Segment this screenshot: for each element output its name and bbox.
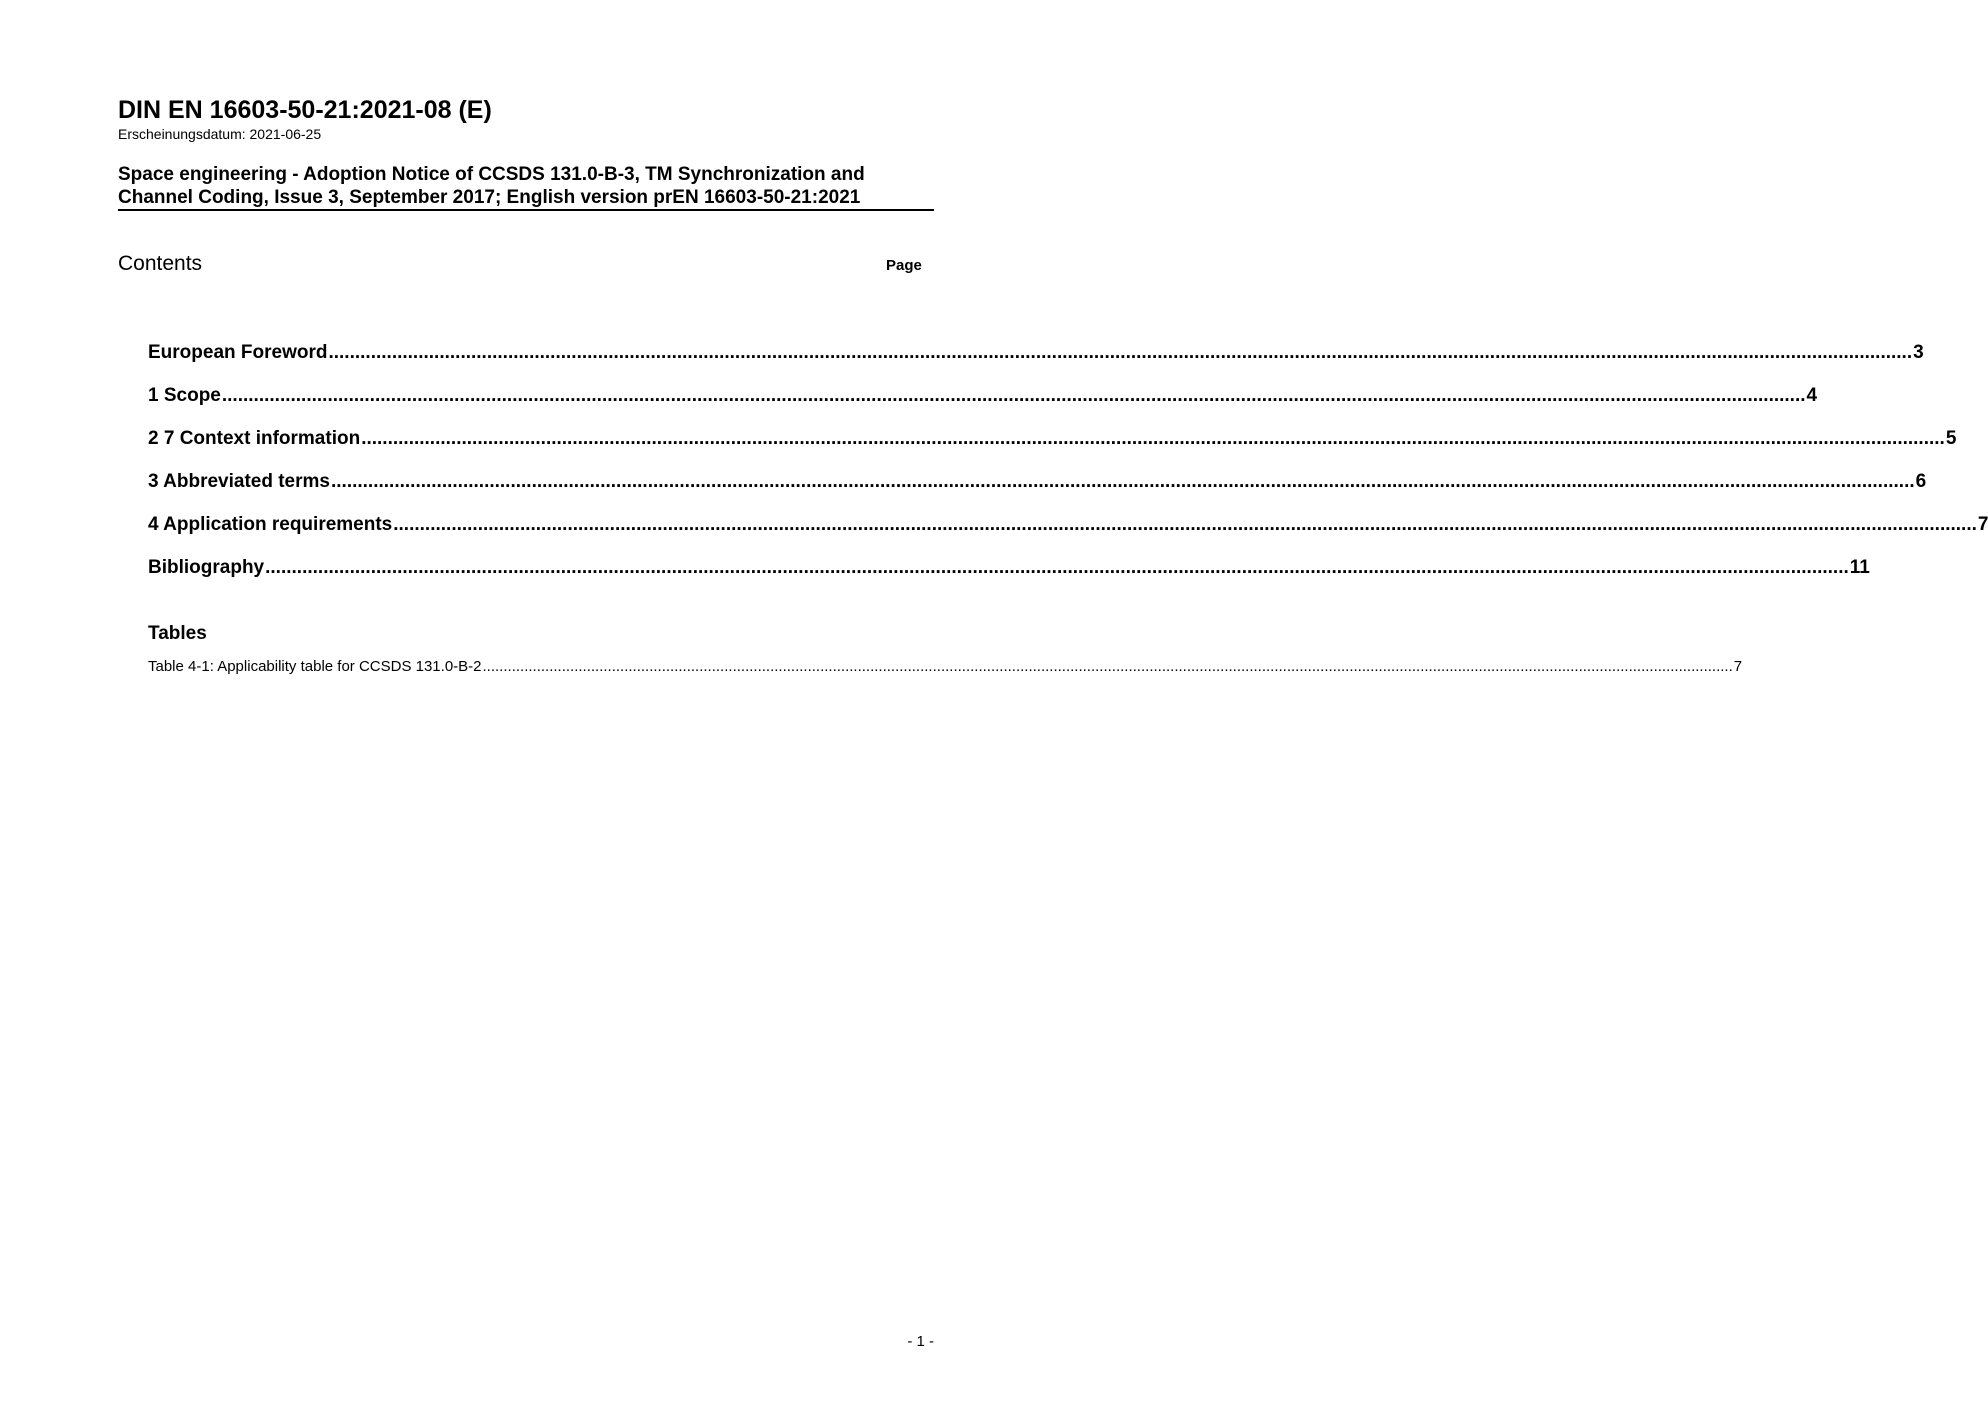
toc-entry-label: European Foreword	[148, 342, 328, 363]
page-column-heading: Page	[886, 257, 922, 274]
toc-entry-label: Bibliography	[148, 557, 265, 578]
toc-entry-page: 11	[1849, 557, 1870, 578]
tables-heading: Tables	[148, 623, 207, 644]
toc-entry-bibliography[interactable]	[148, 555, 1870, 598]
toc-leader-dots: ............................................................................................................................................................................................................................................................................................................	[265, 557, 1849, 578]
toc-entry-label: 3 Abbreviated terms	[148, 471, 330, 492]
toc-entry-label: 2 7 Context information	[148, 428, 361, 449]
toc-leader-dots: ............................................................................................................................................................................................................................................................................................................	[361, 428, 1945, 449]
toc-leader-dots: ............................................................................................................................................................................................................................................................................................................	[221, 385, 1806, 406]
page-number: - 1 -	[907, 1333, 934, 1350]
toc-leader-dots: ............................................................................................................................................................................................................................................................................................................	[328, 342, 1913, 363]
table-entry-applicability[interactable]	[148, 656, 1743, 677]
list-of-tables	[148, 656, 1743, 677]
title-divider	[118, 209, 934, 211]
document-id: DIN EN 16603-50-21:2021-08 (E)	[118, 96, 492, 124]
document-title: Space engineering - Adoption Notice of CCSDS 131.0-B-3, TM Synchronization and Channel Coding, Issue 3, September 2017; English version prEN 16603-50-21:2021	[118, 164, 865, 208]
toc-entry-european-foreword[interactable]	[148, 340, 1924, 383]
toc-entry-page: 6	[1915, 471, 1927, 492]
table-of-contents	[148, 340, 1988, 598]
toc-entry-page: 5	[1945, 428, 1957, 449]
toc-entry-page: 7	[1977, 514, 1988, 535]
toc-entry-label: 4 Application requirements	[148, 514, 393, 535]
publication-date: Erscheinungsdatum: 2021-06-25	[118, 126, 322, 142]
toc-entry-context-information[interactable]	[148, 426, 1957, 469]
table-entry-page: 7	[1733, 658, 1743, 675]
toc-entry-abbreviated-terms[interactable]	[148, 469, 1927, 512]
toc-entry-page: 3	[1913, 342, 1924, 363]
toc-entry-application-requirements[interactable]	[148, 512, 1988, 555]
toc-entry-scope[interactable]	[148, 383, 1818, 426]
toc-leader-dots: ............................................................................................................................................................................................................................................................................................................	[330, 471, 1915, 492]
table-entry-label: Table 4-1: Applicability table for CCSDS 131.0-B-2	[148, 658, 482, 675]
toc-entry-page: 4	[1806, 385, 1818, 406]
table-leader-dots: ............................................................................................................................................................................................................................................................................................................	[482, 658, 1733, 675]
toc-entry-label: 1 Scope	[148, 385, 221, 406]
contents-heading: Contents	[118, 252, 203, 275]
toc-leader-dots: ............................................................................................................................................................................................................................................................................................................	[393, 514, 1977, 535]
